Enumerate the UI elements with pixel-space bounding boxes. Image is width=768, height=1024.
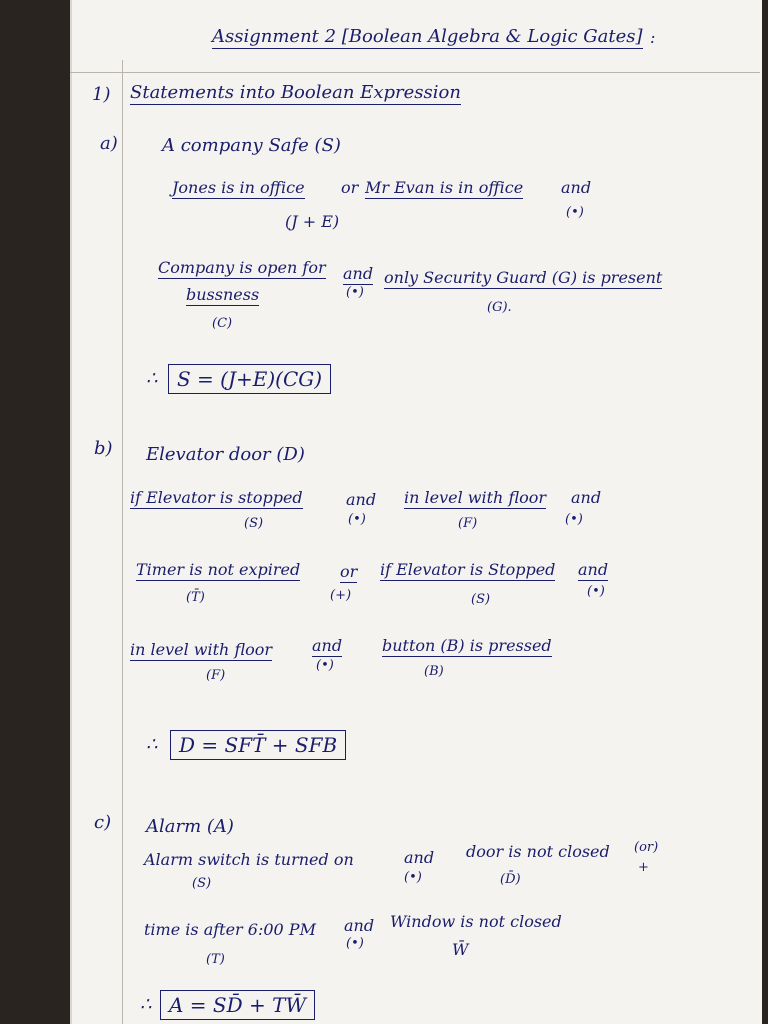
a-result-box: S = (J+E)(CG) xyxy=(168,364,331,394)
c-therefore: ∴ xyxy=(140,994,152,1015)
b-line1-part2: in level with floor xyxy=(404,488,547,507)
a-line2-part1b: bussness xyxy=(186,285,260,304)
a-line1-expression: (J + E) xyxy=(285,212,340,231)
part-c-heading: Alarm (A) xyxy=(146,816,234,837)
b-line2-dot: (•) xyxy=(587,584,605,599)
c-line2-part2: Window is not closed xyxy=(390,912,562,931)
b-line1-dot1: (•) xyxy=(348,512,366,527)
part-a-heading: A company Safe (S) xyxy=(162,135,341,156)
c-line2-w: W̄ xyxy=(452,940,469,959)
c-line2-dot: (•) xyxy=(346,936,364,951)
a-line2-c: (C) xyxy=(212,316,233,331)
b-line3-and: and xyxy=(312,636,343,655)
b-line3-f: (F) xyxy=(206,668,226,683)
question-number: 1) xyxy=(92,84,111,105)
c-line1-dot: (•) xyxy=(404,870,422,885)
c-line1-s: (S) xyxy=(192,876,212,891)
title-mark: : xyxy=(650,28,656,47)
b-line1-and2: and xyxy=(571,488,602,507)
b-line3-part1: in level with floor xyxy=(130,640,273,659)
c-line1-part1: Alarm switch is turned on xyxy=(144,850,354,869)
c-line2-part1: time is after 6:00 PM xyxy=(144,920,316,939)
c-line1-part2: door is not closed xyxy=(466,842,610,861)
c-line2-t: (T) xyxy=(206,952,225,967)
b-result-box: D = SFT̄ + SFB xyxy=(170,730,346,760)
b-line2-s: (S) xyxy=(471,592,491,607)
page-title: Assignment 2 [Boolean Algebra & Logic Gates] xyxy=(212,26,643,47)
part-b-label: b) xyxy=(94,438,113,459)
margin-rule xyxy=(122,60,123,1024)
b-line1-s: (S) xyxy=(244,516,264,531)
b-line2-part1: Timer is not expired xyxy=(136,560,301,579)
c-result-box: A = SD̄ + TW̄ xyxy=(160,990,315,1020)
b-line3-dot: (•) xyxy=(316,658,334,673)
part-c-label: c) xyxy=(94,812,112,833)
b-line2-t: (T̄) xyxy=(186,590,205,605)
a-line1-or: or xyxy=(341,178,359,197)
a-line1-and-symbol: (•) xyxy=(566,205,584,220)
b-line2-and: and xyxy=(578,560,609,579)
a-line1-part1: Jones is in office xyxy=(172,178,305,197)
b-line3-b: (B) xyxy=(424,664,444,679)
b-line2-or: or xyxy=(340,562,358,581)
a-line1-part2: Mr Evan is in office xyxy=(365,178,524,197)
a-line2-g: (G). xyxy=(487,300,512,315)
a-line2-part1: Company is open for xyxy=(158,258,326,277)
a-line2-and: and xyxy=(343,264,374,283)
part-a-label: a) xyxy=(100,133,118,154)
c-line2-and: and xyxy=(344,916,375,935)
a-line1-and: and xyxy=(561,178,592,197)
b-therefore: ∴ xyxy=(146,734,158,755)
header-rule xyxy=(70,72,760,73)
b-line2-plus: (+) xyxy=(330,588,352,603)
c-line1-d: (D̄) xyxy=(500,872,521,887)
a-therefore: ∴ xyxy=(146,368,158,389)
a-line2-and-symbol: (•) xyxy=(346,285,364,300)
c-line1-and: and xyxy=(404,848,435,867)
b-line3-part2: button (B) is pressed xyxy=(382,636,552,655)
question-heading: Statements into Boolean Expression xyxy=(130,82,461,103)
part-b-heading: Elevator door (D) xyxy=(146,444,305,465)
c-line1-plus: + xyxy=(638,860,649,875)
b-line1-part1: if Elevator is stopped xyxy=(130,488,303,507)
b-line1-dot2: (•) xyxy=(565,512,583,527)
b-line2-part2: if Elevator is Stopped xyxy=(380,560,556,579)
b-line1-and1: and xyxy=(346,490,377,509)
c-line1-or: (or) xyxy=(634,840,659,855)
b-line1-f: (F) xyxy=(458,516,478,531)
a-line2-part2: only Security Guard (G) is present xyxy=(384,268,663,287)
